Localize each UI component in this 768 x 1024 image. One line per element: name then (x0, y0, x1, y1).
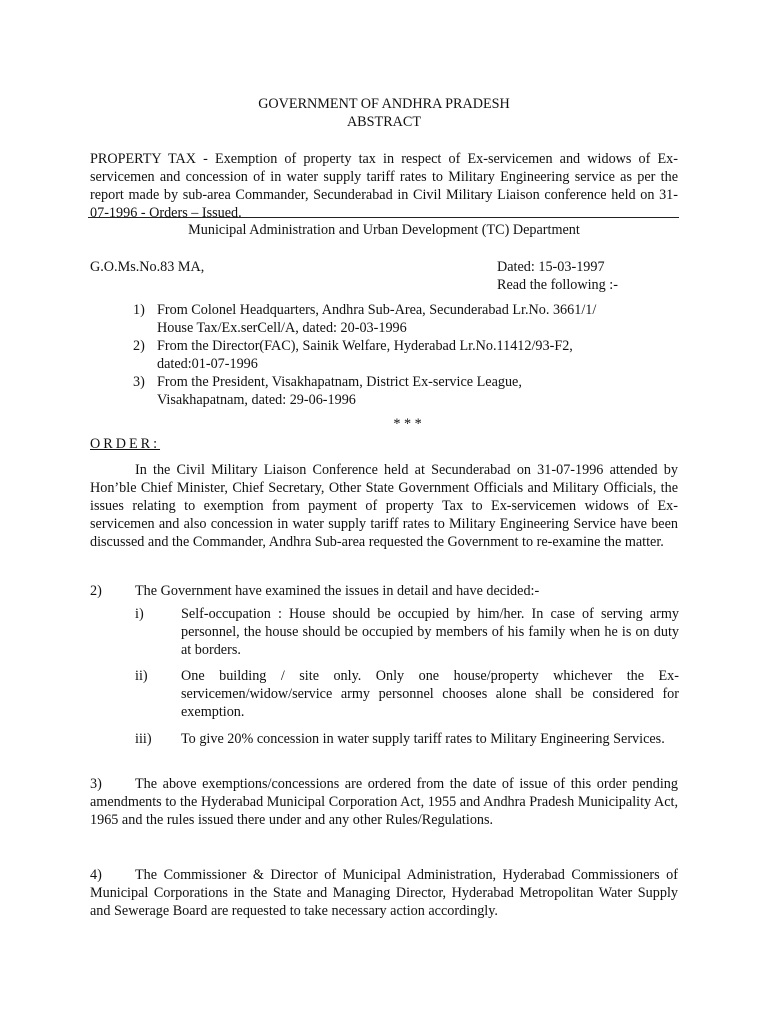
subject-divider (88, 217, 679, 218)
paragraph-2-intro: The Government have examined the issues in detail and have decided:- (135, 583, 540, 599)
government-heading: GOVERNMENT OF ANDHRA PRADESH (258, 96, 510, 112)
reference-item (133, 301, 603, 337)
order-heading: ORDER: (90, 436, 161, 452)
reference-item (133, 337, 603, 373)
go-number: G.O.Ms.No.83 MA, (90, 259, 205, 275)
decision-number: i) (135, 606, 144, 622)
decision-number: ii) (135, 668, 148, 684)
separator-stars: * * * (393, 416, 422, 432)
paragraph-1: In the Civil Military Liaison Conference held at Secunderabad on 31-07-1996 attended by Hon’ble Chief Minister, Chief Secretary, Other State Government Officials and Military Officials, the issues relating to exemption from payment of property Tax to Ex-servicemen widows of Ex-servicemen and also concession in water supply tariff rates to Military Engineering Service have been discussed and the Commander, Andhra Sub-area requested the Government to re-examine the matter. (90, 462, 678, 550)
decision-text: To give 20% concession in water supply tariff rates to Military Engineering Services. (181, 731, 665, 747)
paragraph-4 (90, 866, 678, 920)
reference-number: 3) (133, 374, 145, 390)
decision-number: iii) (135, 731, 152, 747)
decision-item (135, 605, 679, 659)
reference-text: From Colonel Headquarters, Andhra Sub-Area, Secunderabad Lr.No. 3661/1/ House Tax/Ex.serCell/A, dated: 20-03-1996 (157, 302, 597, 336)
reference-text: From the Director(FAC), Sainik Welfare, Hyderabad Lr.No.11412/93-F2, dated:01-07-1996 (157, 338, 573, 372)
reference-item (133, 373, 603, 409)
decision-item (135, 730, 679, 748)
paragraph-2-number: 2) (90, 583, 102, 599)
abstract-heading: ABSTRACT (346, 114, 422, 130)
paragraph-4-number: 4) (90, 867, 102, 883)
reference-text: From the President, Visakhapatnam, District Ex-service League, Visakhapatnam, dated: 29-06-1996 (157, 374, 522, 408)
go-date: Dated: 15-03-1997 (497, 259, 605, 275)
decision-text: One building / site only. Only one house/property whichever the Ex-servicemen/widow/service army personnel chooses alone shall be considered for exemption. (181, 668, 679, 720)
reference-number: 1) (133, 302, 145, 318)
paragraph-3-text: The above exemptions/concessions are ordered from the date of issue of this order pending amendments to the Hyderabad Municipal Corporation Act, 1955 and Andhra Pradesh Municipality Act, 1965 and the rules issued there under and any other Rules/Regulations. (90, 776, 678, 828)
reference-number: 2) (133, 338, 145, 354)
paragraph-3 (90, 775, 678, 829)
paragraph-3-number: 3) (90, 776, 102, 792)
paragraph-4-text: The Commissioner & Director of Municipal Administration, Hyderabad Commissioners of Municipal Corporations in the State and Managing Director, Hyderabad Metropolitan Water Supply and Sewerage Board are requested to take necessary action accordingly. (90, 867, 678, 919)
department-name: Municipal Administration and Urban Development (TC) Department (188, 222, 580, 238)
decision-text: Self-occupation : House should be occupied by him/her. In case of serving army personnel, the house should be occupied by members of his family when he is on duty at borders. (181, 606, 679, 658)
read-following: Read the following :- (497, 277, 618, 293)
subject-text: PROPERTY TAX - Exemption of property tax in respect of Ex-servicemen and widows of Ex-servicemen and concession of in water supply tariff rates to Military Engineering service as per the report made by sub-area Commander, Secunderabad in Civil Military Liaison conference held on 31-07-1996 - Orders – Issued. (90, 151, 678, 221)
decision-item (135, 667, 679, 721)
